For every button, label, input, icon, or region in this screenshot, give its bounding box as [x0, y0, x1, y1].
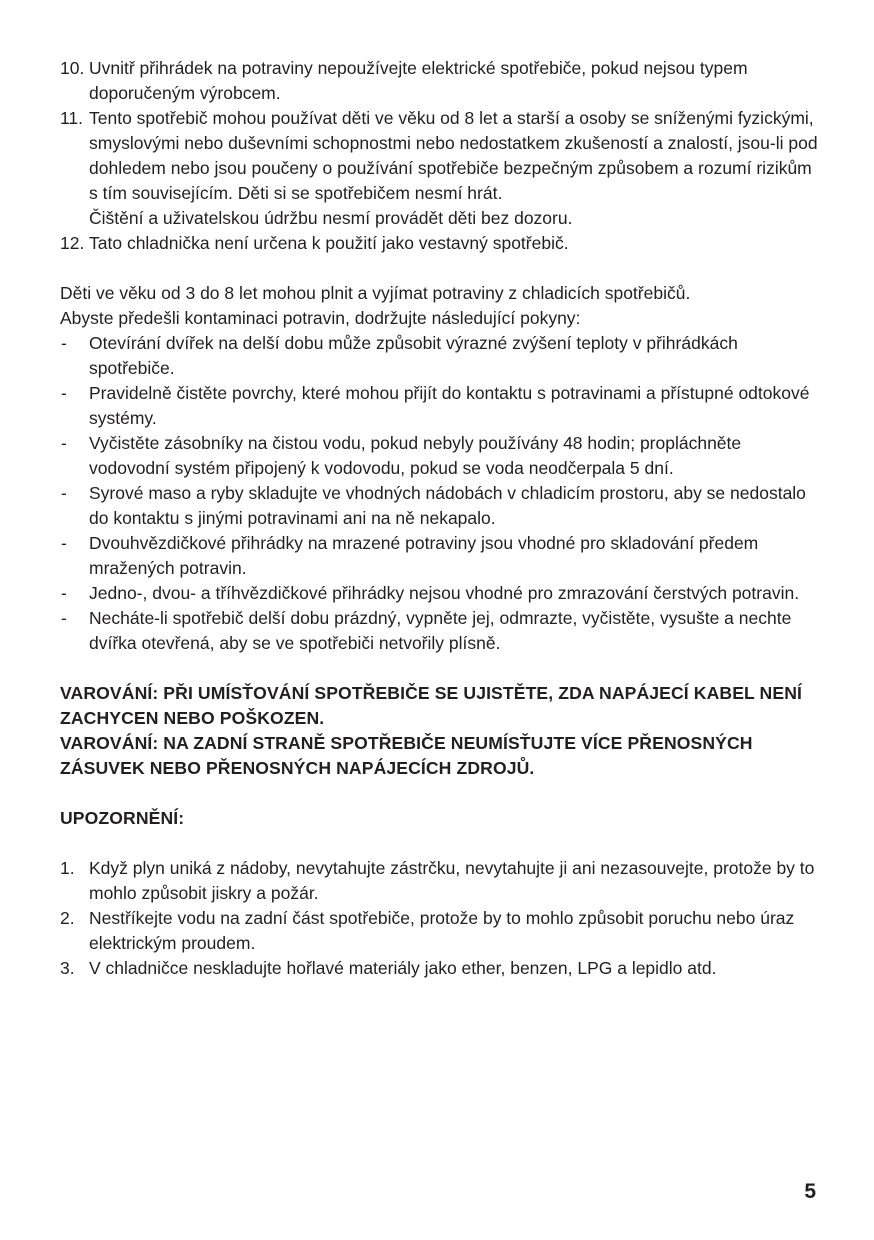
item-number: 2. — [60, 908, 75, 928]
item-number: 10. — [60, 58, 85, 78]
numbered-item-2 — [60, 906, 825, 956]
item-text: Nestříkejte vodu na zadní část spotřebiče, protože by to mohlo způsobit poruchu nebo úraz elektrickým proudem. — [89, 908, 795, 953]
numbered-item-12 — [60, 231, 825, 256]
intro-line-1: Děti ve věku od 3 do 8 let mohou plnit a vyjímat potraviny z chladicích spotřebičů. — [60, 283, 691, 303]
dash-item — [60, 606, 825, 656]
item-number: 3. — [60, 958, 75, 978]
dash-text: Pravidelně čistěte povrchy, které mohou přijít do kontaktu s potravinami a přístupné odtokové systémy. — [89, 383, 810, 428]
page-number: 5 — [804, 1180, 816, 1203]
dash-text: Dvouhvězdičkové přihrádky na mrazené potraviny jsou vhodné pro skladování předem mražených potravin. — [89, 533, 759, 578]
dash-text: Jedno-, dvou- a tříhvězdičkové přihrádky nejsou vhodné pro zmrazování čerstvých potravin. — [89, 583, 800, 603]
item-text: Uvnitř přihrádek na potraviny nepoužívejte elektrické spotřebiče, pokud nejsou typem doporučeným výrobcem. — [89, 58, 748, 103]
warning-power-cable: VAROVÁNÍ: PŘI UMÍSŤOVÁNÍ SPOTŘEBIČE SE UJISTĚTE, ZDA NAPÁJECÍ KABEL NENÍ ZACHYCEN NEBO POŠKOZEN. — [60, 683, 802, 728]
page-body — [60, 56, 825, 981]
item-11-continuation: Čištění a uživatelskou údržbu nesmí provádět děti bez dozoru. — [89, 208, 573, 228]
intro-line-2: Abyste předešli kontaminaci potravin, dodržujte následující pokyny: — [60, 308, 581, 328]
dash-mark: - — [61, 333, 67, 353]
dash-text: Otevírání dvířek na delší dobu může způsobit výrazné zvýšení teploty v přihrádkách spotřebiče. — [89, 333, 738, 378]
dash-item — [60, 481, 825, 531]
dash-mark: - — [61, 433, 67, 453]
dash-mark: - — [61, 608, 67, 628]
dash-item — [60, 331, 825, 381]
item-text: Když plyn uniká z nádoby, nevytahujte zástrčku, nevytahujte ji ani nezasouvejte, protože by to mohlo způsobit jiskry a požár. — [89, 858, 815, 903]
warning-sockets: VAROVÁNÍ: NA ZADNÍ STRANĚ SPOTŘEBIČE NEUMÍSŤUJTE VÍCE PŘENOSNÝCH ZÁSUVEK NEBO PŘENOSNÝCH NAPÁJECÍCH ZDROJŮ. — [60, 733, 753, 778]
dash-text: Vyčistěte zásobníky na čistou vodu, pokud nebyly používány 48 hodin; propláchněte vodovodní systém připojený k vodovodu, pokud se voda neodčerpala 5 dní. — [89, 433, 742, 478]
item-number: 12. — [60, 233, 85, 253]
item-text: V chladničce neskladujte hořlavé materiály jako ether, benzen, LPG a lepidlo atd. — [89, 958, 717, 978]
dash-mark: - — [61, 483, 67, 503]
item-number: 11. — [60, 108, 84, 128]
dash-item — [60, 431, 825, 481]
numbered-item-1 — [60, 856, 825, 906]
dash-item — [60, 531, 825, 581]
numbered-item-11 — [60, 106, 825, 206]
dash-text: Syrové maso a ryby skladujte ve vhodných nádobách v chladicím prostoru, aby se nedostalo do kontaktu s jinými potravinami ani na ně nekapalo. — [89, 483, 806, 528]
numbered-item-10 — [60, 56, 825, 106]
dash-item — [60, 581, 825, 606]
dash-mark: - — [61, 533, 67, 553]
dash-mark: - — [61, 383, 67, 403]
item-text: Tato chladnička není určena k použití jako vestavný spotřebič. — [89, 233, 569, 253]
dash-mark: - — [61, 583, 67, 603]
caution-heading: UPOZORNĚNÍ: — [60, 808, 185, 828]
dash-item — [60, 381, 825, 431]
numbered-item-3 — [60, 956, 825, 981]
dash-text: Necháte-li spotřebič delší dobu prázdný, vypněte jej, odmrazte, vyčistěte, vysušte a nechte dvířka otevřená, aby se ve spotřebiči netvořily plísně. — [89, 608, 792, 653]
item-text: Tento spotřebič mohou používat děti ve věku od 8 let a starší a osoby se sníženými fyzickými, smyslovými nebo duševními schopnostmi nebo nedostatkem zkušeností a znalostí, jsou-li pod dohledem nebo jsou poučeny o používání spotřebiče bezpečným způsobem a rozumí rizikům s tím souvisejícím. Děti si se spotřebičem nesmí hrát. — [89, 108, 818, 203]
item-number: 1. — [60, 858, 75, 878]
